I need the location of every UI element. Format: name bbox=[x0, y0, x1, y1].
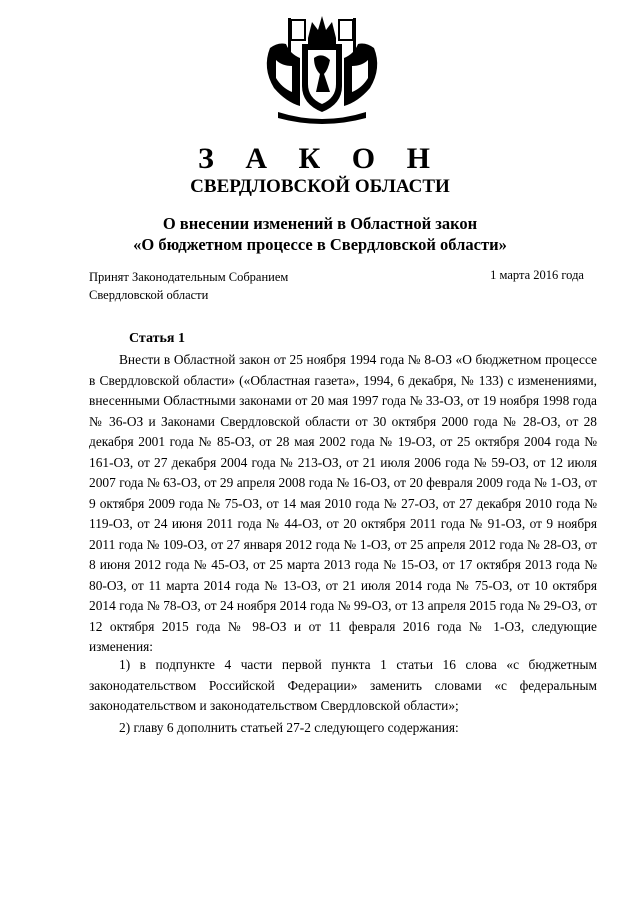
adopted-by bbox=[89, 268, 288, 304]
adopted-by-line-1: Принят Законодательным Собранием bbox=[89, 270, 289, 284]
subtitle-line-1: О внесении изменений в Областной закон bbox=[162, 214, 478, 233]
article-intro-paragraph: Внести в Областной закон от 25 ноября 1994 года № 8-ОЗ «О бюджетном процессе в Свердловской области» («Областная газета», 1994, 6 декабря, № 133) с изменениями, внесенными Областными законами от 20 мая 1997 года № 33-ОЗ, от 19 ноября 1998 года № 36-ОЗ и Законами Свердловской области от 30 октября 2000 года № 28-ОЗ, от 28 декабря 2001 года № 85-ОЗ, от 28 мая 2002 года № 19-ОЗ, от 25 октября 2004 года № 161-ОЗ, от 27 декабря 2004 года № 213-ОЗ, от 21 июля 2006 года № 59-ОЗ, от 12 июля 2007 года № 63-ОЗ, от 29 апреля 2008 года № 16-ОЗ, от 20 февраля 2009 года № 1-ОЗ, от 9 октября 2009 года № 75-ОЗ, от 14 мая 2010 года № 27-ОЗ, от 27 декабря 2010 года № 119-ОЗ, от 24 июня 2011 года № 44-ОЗ, от 20 октября 2011 года № 91-ОЗ, от 9 ноября 2011 года № 109-ОЗ, от 27 января 2012 года № 1-ОЗ, от 25 апреля 2012 года № 28-ОЗ, от 8 июня 2012 года № 45-ОЗ, от 25 марта 2013 года № 15-ОЗ, от 17 октября 2013 года № 80-ОЗ, от 11 марта 2014 года № 13-ОЗ, от 21 июля 2014 года № 75-ОЗ, от 10 октября 2014 года № 78-ОЗ, от 24 ноября 2014 года № 99-ОЗ, от 13 апреля 2015 года № 29-ОЗ, от 12 октября 2015 года № 98-ОЗ и от 11 февраля 2016 года № 1-ОЗ, следующие изменения: bbox=[89, 352, 597, 654]
subtitle-line-2: «О бюджетном процессе в Свердловской области» bbox=[133, 235, 507, 254]
article-item-2: 2) главу 6 дополнить статьей 27-2 следующего содержания: bbox=[119, 720, 459, 735]
adoption-date: 1 марта 2016 года bbox=[490, 268, 584, 282]
article-item-1: 1) в подпункте 4 части первой пункта 1 статьи 16 слова «с бюджетным законодательством Российской Федерации» заменить словами «с федеральным законодательством и законодательством Свердловской области»; bbox=[89, 657, 597, 713]
region-title: СВЕРДЛОВСКОЙ ОБЛАСТИ bbox=[190, 176, 450, 197]
adopted-by-line-2: Свердловской области bbox=[89, 288, 209, 302]
law-label: З А К О Н bbox=[198, 142, 442, 175]
article-title: Статья 1 bbox=[129, 331, 185, 346]
coat-of-arms-icon bbox=[256, 8, 388, 126]
